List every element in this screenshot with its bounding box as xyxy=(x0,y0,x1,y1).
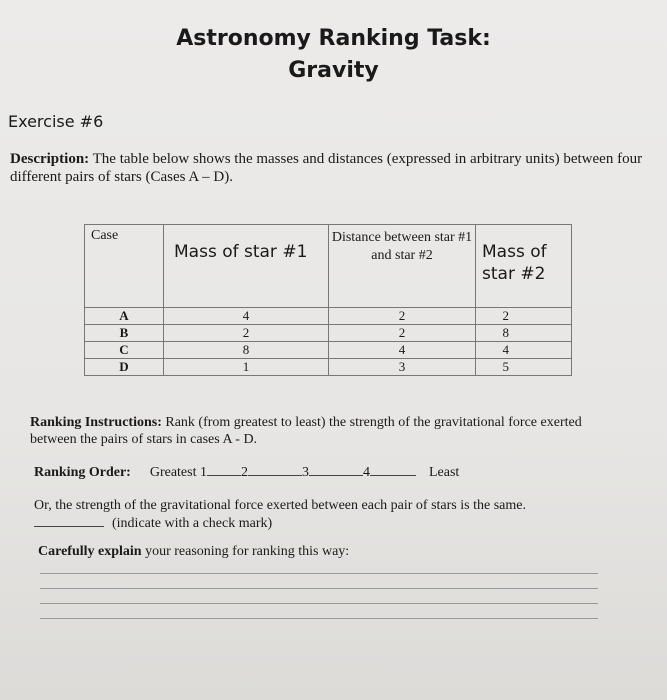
header-case: Case xyxy=(85,225,164,308)
ranking-instructions xyxy=(30,414,630,448)
cell-mass2: 4 xyxy=(476,342,572,359)
header-distance: Distance between star #1 and star #2 xyxy=(329,225,476,308)
ranking-least: Least xyxy=(429,465,460,480)
explain-label: Carefully explain xyxy=(38,544,142,559)
table-row xyxy=(85,359,572,376)
cell-distance: 2 xyxy=(329,325,476,342)
star-data-table xyxy=(84,224,572,376)
description-text: The table below shows the masses and distances (expressed in arbitrary units) between four different pairs of stars (Cases A – D). xyxy=(10,151,643,185)
cell-mass1: 2 xyxy=(164,325,329,342)
cell-case: D xyxy=(85,359,164,376)
ranking-2: 2 xyxy=(241,465,248,480)
cell-mass2: 5 xyxy=(476,359,572,376)
title-line-1: Astronomy Ranking Task: xyxy=(176,26,491,51)
description-label: Description: xyxy=(10,151,90,167)
ranking-label: Ranking Order: xyxy=(34,465,131,480)
header-mass-star-1: Mass of star #1 xyxy=(164,225,329,308)
cell-case: C xyxy=(85,342,164,359)
answer-line[interactable] xyxy=(40,603,598,604)
answer-line[interactable] xyxy=(40,618,598,619)
table-header-row xyxy=(85,225,572,308)
instructions-text: Rank (from greatest to least) the strength of the gravitational force exerted between the pairs of stars in cases A - D. xyxy=(30,415,582,447)
ranking-3: 3 xyxy=(302,465,309,480)
ranking-order xyxy=(34,465,459,481)
description xyxy=(10,150,650,186)
table-row xyxy=(85,342,572,359)
rank-blank-2[interactable] xyxy=(248,475,302,476)
cell-mass1: 8 xyxy=(164,342,329,359)
cell-mass1: 4 xyxy=(164,308,329,325)
same-strength-text: Or, the strength of the gravitational force exerted between each pair of stars is the same. xyxy=(34,498,526,513)
cell-mass1: 1 xyxy=(164,359,329,376)
cell-mass2: 2 xyxy=(476,308,572,325)
cell-case: B xyxy=(85,325,164,342)
ranking-4: 4 xyxy=(363,465,370,480)
rank-blank-4[interactable] xyxy=(370,475,416,476)
title-line-2: Gravity xyxy=(288,58,379,83)
rank-blank-3[interactable] xyxy=(309,475,363,476)
answer-line[interactable] xyxy=(40,573,598,574)
answer-line[interactable] xyxy=(40,588,598,589)
header-mass-star-2: Mass of star #2 xyxy=(476,225,572,308)
exercise-number: Exercise #6 xyxy=(8,112,104,131)
table-row xyxy=(85,308,572,325)
cell-case: A xyxy=(85,308,164,325)
table-row xyxy=(85,325,572,342)
check-mark-blank[interactable] xyxy=(34,514,104,527)
instructions-label: Ranking Instructions: xyxy=(30,415,162,430)
cell-mass2: 8 xyxy=(476,325,572,342)
cell-distance: 2 xyxy=(329,308,476,325)
cell-distance: 4 xyxy=(329,342,476,359)
ranking-greatest: Greatest 1 xyxy=(149,465,207,480)
rank-blank-1[interactable] xyxy=(207,475,241,476)
explain-prompt xyxy=(38,544,349,560)
same-strength-note: (indicate with a check mark) xyxy=(112,516,273,531)
cell-distance: 3 xyxy=(329,359,476,376)
same-strength-option xyxy=(34,497,634,532)
explain-text: your reasoning for ranking this way: xyxy=(145,544,350,559)
